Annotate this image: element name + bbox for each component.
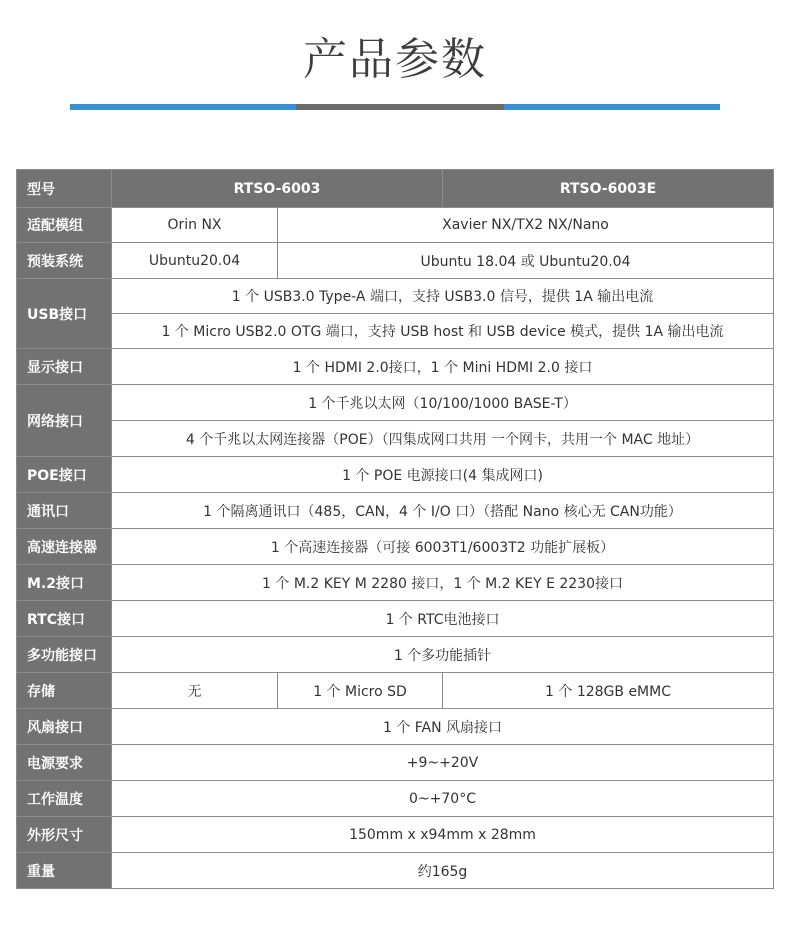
table-row-poe xyxy=(17,457,774,493)
table-row-multi xyxy=(17,637,774,673)
table-row-size xyxy=(17,817,774,853)
row-label-poe: POE接口 xyxy=(17,457,112,493)
row-label-hsconn: 高速连接器 xyxy=(17,529,112,565)
row-label-comm: 通讯口 xyxy=(17,493,112,529)
row-label-temp: 工作温度 xyxy=(17,781,112,817)
multi-value: 1 个多功能插针 xyxy=(112,637,774,673)
comm-value: 1 个隔离通讯口（485，CAN，4 个 I/O 口）（搭配 Nano 核心无 CAN功能） xyxy=(112,493,774,529)
weight-value: 约165g xyxy=(112,853,774,889)
table-row-usb-2 xyxy=(17,314,774,349)
os-value-6003e: Ubuntu 18.04 或 Ubuntu20.04 xyxy=(278,243,774,279)
row-label-m2: M.2接口 xyxy=(17,565,112,601)
network-value-line-1: 1 个千兆以太网（10/100/1000 BASE-T） xyxy=(112,385,774,421)
table-row-display xyxy=(17,349,774,385)
spec-table xyxy=(16,169,774,889)
row-label-storage: 存储 xyxy=(17,673,112,709)
row-label-os: 预装系统 xyxy=(17,243,112,279)
row-label-usb: USB接口 xyxy=(17,279,112,349)
size-value: 150mm x x94mm x 28mm xyxy=(112,817,774,853)
row-label-size: 外形尺寸 xyxy=(17,817,112,853)
title-underline-middle xyxy=(296,104,504,110)
table-row-weight xyxy=(17,853,774,889)
m2-value: 1 个 M.2 KEY M 2280 接口，1 个 M.2 KEY E 2230接口 xyxy=(112,565,774,601)
storage-value-none: 无 xyxy=(112,673,278,709)
table-row-module xyxy=(17,208,774,243)
table-row-rtc xyxy=(17,601,774,637)
table-row-os xyxy=(17,243,774,279)
model-rtso-6003e: RTSO-6003E xyxy=(443,170,774,208)
table-row-fan xyxy=(17,709,774,745)
table-row-comm xyxy=(17,493,774,529)
row-label-module: 适配模组 xyxy=(17,208,112,243)
row-label-fan: 风扇接口 xyxy=(17,709,112,745)
usb-value-line-2: 1 个 Micro USB2.0 OTG 端口，支持 USB host 和 USB device 模式，提供 1A 输出电流 xyxy=(112,314,774,349)
network-value-line-2: 4 个千兆以太网连接器（POE）（四集成网口共用 一个网卡，共用一个 MAC 地址） xyxy=(112,421,774,457)
table-row-storage xyxy=(17,673,774,709)
table-row-network-2 xyxy=(17,421,774,457)
table-row-power xyxy=(17,745,774,781)
row-label-rtc: RTC接口 xyxy=(17,601,112,637)
rtc-value: 1 个 RTC电池接口 xyxy=(112,601,774,637)
row-label-weight: 重量 xyxy=(17,853,112,889)
page-title: 产品参数 xyxy=(303,34,487,85)
temp-value: 0~+70°C xyxy=(112,781,774,817)
table-row-usb-1 xyxy=(17,279,774,314)
table-row-hsconn xyxy=(17,529,774,565)
fan-value: 1 个 FAN 风扇接口 xyxy=(112,709,774,745)
poe-value: 1 个 POE 电源接口(4 集成网口) xyxy=(112,457,774,493)
title-underline-right xyxy=(504,104,720,110)
storage-value-emmc: 1 个 128GB eMMC xyxy=(443,673,774,709)
module-value-6003: Orin NX xyxy=(112,208,278,243)
table-row-temp xyxy=(17,781,774,817)
os-value-6003: Ubuntu20.04 xyxy=(112,243,278,279)
module-value-6003e: Xavier NX/TX2 NX/Nano xyxy=(278,208,774,243)
row-label-display: 显示接口 xyxy=(17,349,112,385)
hsconn-value: 1 个高速连接器（可接 6003T1/6003T2 功能扩展板） xyxy=(112,529,774,565)
table-row-m2 xyxy=(17,565,774,601)
title-underline-left xyxy=(70,104,296,110)
model-label: 型号 xyxy=(17,170,112,208)
model-rtso-6003: RTSO-6003 xyxy=(112,170,443,208)
display-value: 1 个 HDMI 2.0接口，1 个 Mini HDMI 2.0 接口 xyxy=(112,349,774,385)
table-row-network-1 xyxy=(17,385,774,421)
row-label-multi: 多功能接口 xyxy=(17,637,112,673)
power-value: +9~+20V xyxy=(112,745,774,781)
usb-value-line-1: 1 个 USB3.0 Type-A 端口，支持 USB3.0 信号，提供 1A 输出电流 xyxy=(112,279,774,314)
storage-value-microsd: 1 个 Micro SD xyxy=(278,673,443,709)
table-header-row xyxy=(17,170,774,208)
row-label-network: 网络接口 xyxy=(17,385,112,457)
row-label-power: 电源要求 xyxy=(17,745,112,781)
